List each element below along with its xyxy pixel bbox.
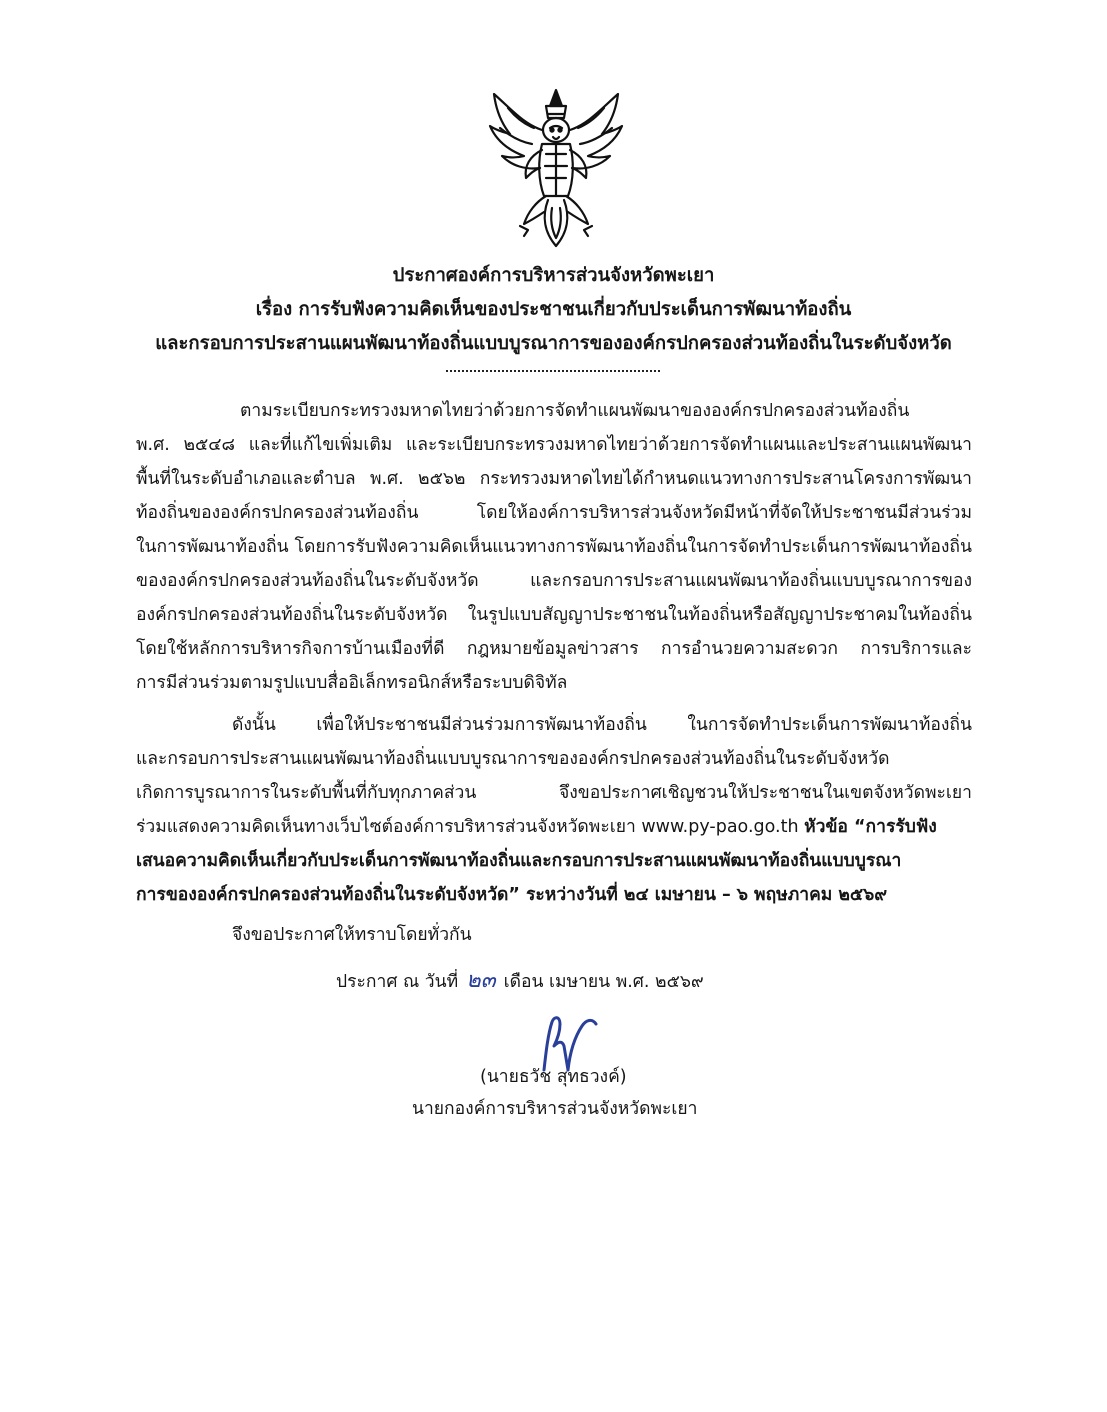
website-text: ร่วมแสดงความคิดเห็นทางเว็บไซต์องค์การบริหารส่วนจังหวัดพะเยา www.py-pao.go.th bbox=[136, 817, 805, 837]
paragraph-line bbox=[136, 812, 972, 840]
announcement-subject-continued: และกรอบการประสานแผนพัฒนาท้องถิ่นแบบบูรณาการขององค์กรปกครองส่วนท้องถิ่นในระดับจังหวัด bbox=[155, 333, 952, 354]
paragraph-line: ท้องถิ่นขององค์กรปกครองส่วนท้องถิ่น โดยให้องค์การบริหารส่วนจังหวัดมีหน้าที่จัดให้ประชาชนมีส่วนร่วม bbox=[136, 503, 972, 523]
garuda-emblem-icon bbox=[472, 84, 640, 252]
paragraph-line: ดังนั้น เพื่อให้ประชาชนมีส่วนร่วมการพัฒนาท้องถิ่น ในการจัดทำประเด็นการพัฒนาท้องถิ่น bbox=[232, 715, 972, 735]
paragraph-line: การมีส่วนร่วมตามรูปแบบสื่ออิเล็กทรอนิกส์หรือระบบดิจิทัล bbox=[136, 673, 568, 693]
date-prefix: ประกาศ ณ วันที่ bbox=[336, 972, 459, 992]
closing-statement: จึงขอประกาศให้ทราบโดยทั่วกัน bbox=[232, 925, 472, 945]
signer-title: นายกองค์การบริหารส่วนจังหวัดพะเยา bbox=[412, 1099, 698, 1119]
paragraph-line: ในการพัฒนาท้องถิ่น โดยการรับฟังความคิดเห็นแนวทางการพัฒนาท้องถิ่นในการจัดทำประเด็นการพัฒนาท้องถิ่น bbox=[136, 537, 972, 557]
paragraph-line: เกิดการบูรณาการในระดับพื้นที่กับทุกภาคส่วน จึงขอประกาศเชิญชวนให้ประชาชนในเขตจังหวัดพะเยา bbox=[136, 783, 972, 803]
paragraph-line: องค์กรปกครองส่วนท้องถิ่นในระดับจังหวัด ในรูปแบบสัญญาประชาชนในท้องถิ่นหรือสัญญาประชาคมในท้องถิ่น bbox=[136, 605, 972, 625]
paragraph-line: ตามระเบียบกระทรวงมหาดไทยว่าด้วยการจัดทำแผนพัฒนาขององค์กรปกครองส่วนท้องถิ่น bbox=[240, 401, 910, 421]
date-suffix: เดือน เมษายน พ.ศ. ๒๕๖๙ bbox=[503, 972, 704, 992]
paragraph-line: ขององค์กรปกครองส่วนท้องถิ่นในระดับจังหวัด และกรอบการประสานแผนพัฒนาท้องถิ่นแบบบูรณาการของ bbox=[136, 571, 972, 591]
announcement-date bbox=[336, 962, 704, 997]
announcement-title: ประกาศองค์การบริหารส่วนจังหวัดพะเยา bbox=[392, 265, 715, 286]
signer-name: (นายธวัช สุทธวงค์) bbox=[480, 1067, 627, 1087]
title-separator bbox=[446, 370, 660, 376]
paragraph-line: พื้นที่ในระดับอำเภอและตำบล พ.ศ. ๒๕๖๒ กระทรวงมหาดไทยได้กำหนดแนวทางการประสานโครงการพัฒนา bbox=[136, 469, 972, 489]
paragraph-line: โดยใช้หลักการบริหารกิจการบ้านเมืองที่ดี กฎหมายข้อมูลข่าวสาร การอำนวยความสะดวก การบริการและ bbox=[136, 639, 972, 659]
paragraph-line: พ.ศ. ๒๕๔๘ และที่แก้ไขเพิ่มเติม และระเบียบกระทรวงมหาดไทยว่าด้วยการจัดทำแผนและประสานแผนพัฒนา bbox=[136, 435, 972, 455]
topic-title-and-period: การขององค์กรปกครองส่วนท้องถิ่นในระดับจังหวัด” ระหว่างวันที่ ๒๔ เมษายน – ๖ พฤษภาคม ๒๕๖๙ bbox=[136, 885, 888, 905]
paragraph-line: และกรอบการประสานแผนพัฒนาท้องถิ่นแบบบูรณาการขององค์กรปกครองส่วนท้องถิ่นในระดับจังหวัด bbox=[136, 749, 890, 769]
announcement-subject: เรื่อง การรับฟังความคิดเห็นของประชาชนเกี่ยวกับประเด็นการพัฒนาท้องถิ่น bbox=[255, 299, 852, 320]
topic-title-line: เสนอความคิดเห็นเกี่ยวกับประเด็นการพัฒนาท้องถิ่นและกรอบการประสานแผนพัฒนาท้องถิ่นแบบบูรณา bbox=[136, 851, 902, 871]
handwritten-day: ๒๓ bbox=[466, 968, 496, 993]
topic-title-start: หัวข้อ “การรับฟัง bbox=[804, 817, 937, 837]
